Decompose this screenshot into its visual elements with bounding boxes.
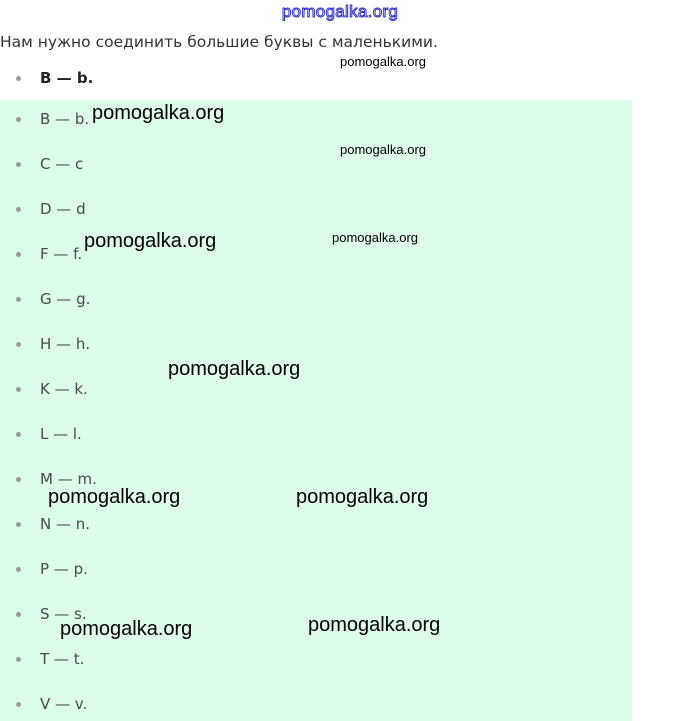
list-item-text: T — t. [40, 650, 85, 668]
site-logo-text[interactable]: pomogalka.org [281, 2, 399, 21]
list-item-text: B — b. [40, 69, 94, 87]
bullet-icon [16, 297, 21, 302]
site-header [0, 0, 680, 24]
list-item-text: G — g. [40, 290, 91, 308]
watermark: pomogalka.org [340, 142, 426, 157]
bullet-icon [16, 117, 21, 122]
list-item-text: N — n. [40, 515, 91, 533]
watermark: pomogalka.org [332, 230, 418, 245]
list-item-text: S — s. [40, 605, 87, 623]
list-item-text: H — h. [40, 335, 91, 353]
list-item-text: V — v. [40, 695, 88, 713]
bullet-icon [16, 342, 21, 347]
intro-text: Нам нужно соединить большие буквы с маленькими. [0, 33, 438, 51]
bullet-icon [16, 477, 21, 482]
list-item-text: P — p. [40, 560, 88, 578]
bullet-icon [16, 387, 21, 392]
bullet-icon [16, 702, 21, 707]
watermark: pomogalka.org [340, 54, 426, 69]
bullet-icon [16, 522, 21, 527]
watermark: pomogalka.org [308, 614, 441, 636]
list-item-text: C — c [40, 155, 84, 173]
bullet-icon [16, 612, 21, 617]
bullet-icon [16, 207, 21, 212]
list-item-text: L — l. [40, 425, 82, 443]
bullet-icon [16, 162, 21, 167]
list-item-text: F — f. [40, 245, 83, 263]
bullet-icon [16, 657, 21, 662]
bullet-icon [16, 252, 21, 257]
bullet-icon [16, 432, 21, 437]
watermark: pomogalka.org [84, 230, 217, 252]
watermark: pomogalka.org [92, 102, 225, 124]
answer-panel [0, 100, 632, 721]
bullet-icon [16, 76, 21, 81]
watermark: pomogalka.org [60, 618, 193, 640]
watermark: pomogalka.org [48, 486, 181, 508]
list-item-text: B — b. [40, 110, 90, 128]
list-item-text: K — k. [40, 380, 88, 398]
watermark: pomogalka.org [168, 358, 301, 380]
watermark: pomogalka.org [296, 486, 429, 508]
list-item-text: D — d [40, 200, 86, 218]
bullet-icon [16, 567, 21, 572]
list-item-text: M — m. [40, 470, 97, 488]
